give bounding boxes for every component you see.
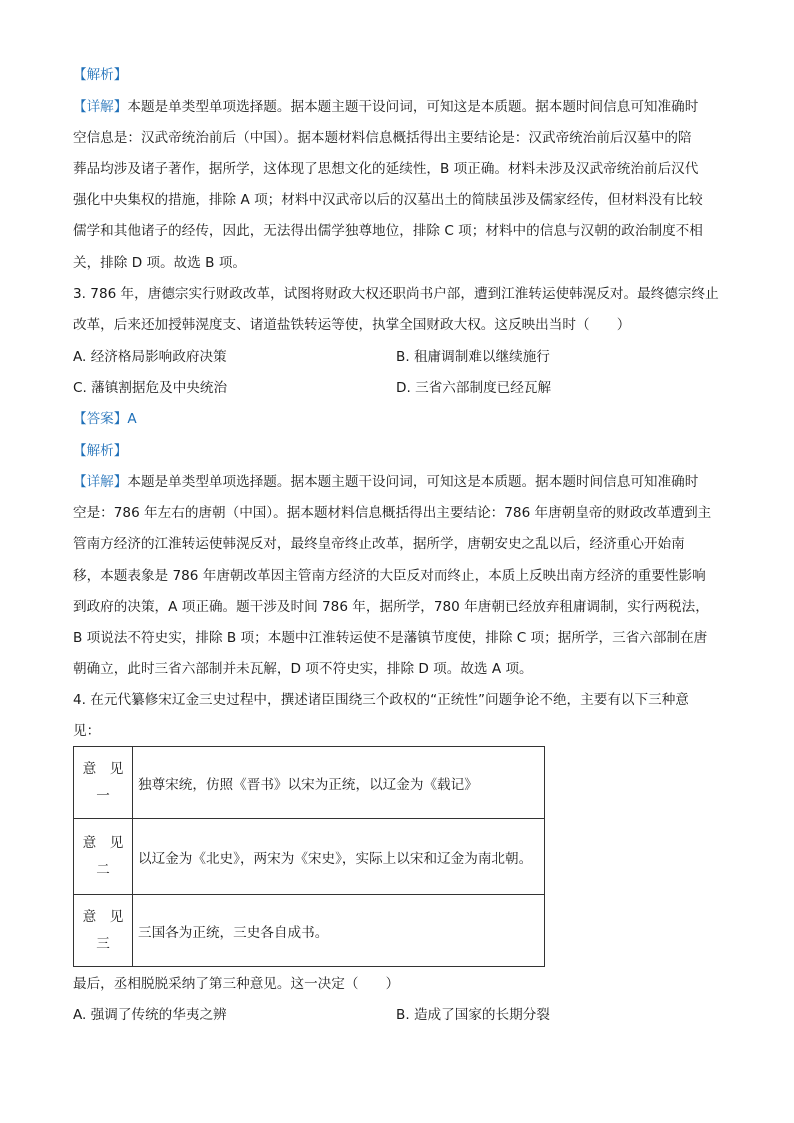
opinion-text-cell: 以辽金为《北史》，两宋为《宋史》，实际上以宋和辽金为南北朝。: [133, 819, 545, 895]
analysis-label-2: 【解析】: [73, 443, 128, 459]
analysis2-line-2: 空是：786 年左右的唐朝（中国）。据本题材料信息概括得出主要结论：786 年唐朝皇帝的财政改革遭到主: [73, 505, 712, 521]
question-4-stem-1: 4. 在元代纂修宋辽金三史过程中，撰述诸臣围绕三个政权的“正统性”问题争论不绝，主要有以下三种意: [73, 692, 689, 708]
q4-option-a: A. 强调了传统的华夷之辨: [73, 1007, 227, 1023]
analysis2-line-7: 朝确立，此时三省六部制并未瓦解，D 项不符史实，排除 D 项。故选 A 项。: [73, 661, 533, 677]
analysis2-line-5: 到政府的决策，A 项正确。题干涉及时间 786 年，据所学，780 年唐朝已经放弃租庸调制，实行两税法，: [73, 599, 709, 615]
analysis2-line-1: 【详解】本题是单类型单项选择题。据本题主题干设问词，可知这是本质题。据本题时间信息可知准确时: [73, 474, 699, 490]
analysis-line-5: 儒学和其他诸子的经传，因此，无法得出儒学独尊地位，排除 C 项；材料中的信息与汉朝的政治制度不相: [73, 223, 703, 239]
detail-label: 【详解】: [73, 99, 128, 115]
analysis-line-4: 强化中央集权的措施，排除 A 项；材料中汉武帝以后的汉墓出土的简牍虽涉及儒家经传，但材料没有比较: [73, 192, 703, 208]
q3-option-d: D. 三省六部制度已经瓦解: [396, 380, 552, 396]
table-row: [74, 895, 545, 967]
opinion-text-cell: 独尊宋统，仿照《晋书》以宋为正统，以辽金为《载记》: [133, 747, 545, 819]
question-4-stem-2: 见：: [73, 723, 101, 739]
opinion-key-cell: 意 见 二: [74, 819, 133, 895]
analysis2-line-4: 移，本题表象是 786 年唐朝改革因主管南方经济的大臣反对而终止，本质上反映出南方经济的重要性影响: [73, 568, 706, 584]
table-row: [74, 747, 545, 819]
question-3-stem-1: 3. 786 年，唐德宗实行财政改革，试图将财政大权还职尚书户部，遭到江淮转运使韩滉反对。最终德宗终止: [73, 286, 719, 302]
analysis-line-2: 空信息是：汉武帝统治前后（中国）。据本题材料信息概括得出主要结论是：汉武帝统治前后汉墓中的陪: [73, 130, 692, 146]
opinion-text-cell: 三国各为正统，三史各自成书。: [133, 895, 545, 967]
q3-option-a: A. 经济格局影响政府决策: [73, 349, 227, 365]
analysis-line-3: 葬品均涉及诸子著作，据所学，这体现了思想文化的延续性，B 项正确。材料未涉及汉武帝统治前后汉代: [73, 161, 699, 177]
analysis2-line-3: 管南方经济的江淮转运使韩滉反对，最终皇帝终止改革，据所学，唐朝安史之乱以后，经济重心开始南: [73, 536, 685, 552]
question-4-prompt: 最后，丞相脱脱采纳了第三种意见。这一决定（ ）: [73, 976, 400, 992]
q3-option-b: B. 租庸调制难以继续施行: [396, 349, 550, 365]
q4-option-b: B. 造成了国家的长期分裂: [396, 1007, 550, 1023]
opinions-table: [73, 746, 545, 967]
analysis-line-6: 关，排除 D 项。故选 B 项。: [73, 255, 247, 271]
question-3-stem-2: 改革，后来还加授韩滉度支、诸道盐铁转运等使，执掌全国财政大权。这反映出当时（ ）: [73, 317, 631, 333]
analysis-line-1: 【详解】本题是单类型单项选择题。据本题主题干设问词，可知这是本质题。据本题时间信息可知准确时: [73, 99, 699, 115]
q3-option-c: C. 藩镇割据危及中央统治: [73, 380, 228, 396]
analysis-label: 【解析】: [73, 67, 128, 83]
opinion-key-cell: 意 见 一: [74, 747, 133, 819]
q3-answer: 【答案】A: [73, 411, 137, 427]
table-row: [74, 819, 545, 895]
opinion-key-cell: 意 见 三: [74, 895, 133, 967]
detail-label-2: 【详解】: [73, 474, 128, 490]
analysis2-line-6: B 项说法不符史实，排除 B 项；本题中江淮转运使不是藩镇节度使，排除 C 项；据所学，三省六部制在唐: [73, 630, 708, 646]
